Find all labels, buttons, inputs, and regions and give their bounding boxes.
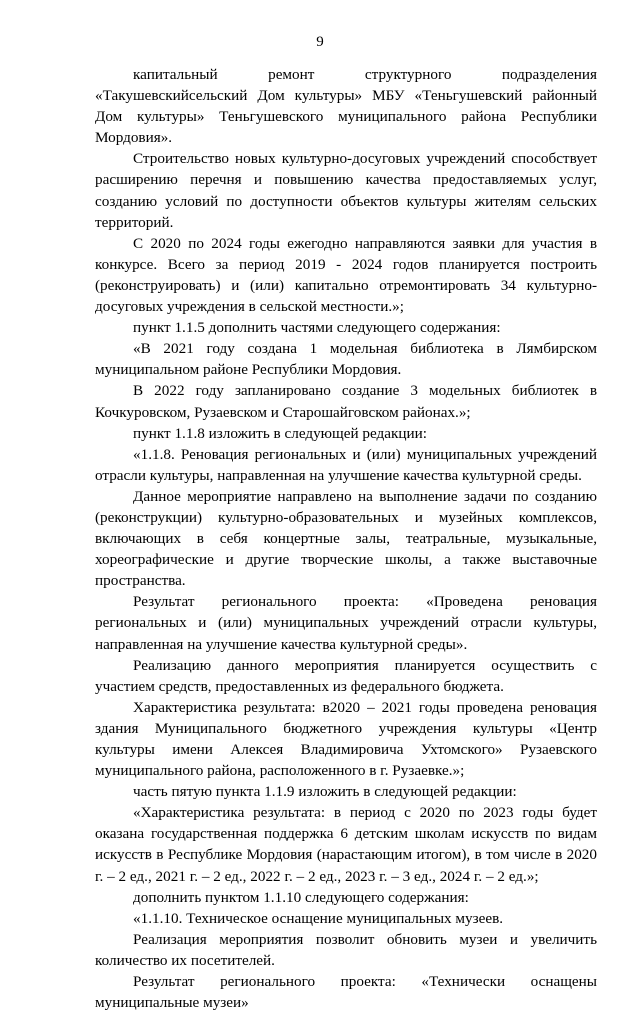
paragraph: капитальный ремонт структурного подразделения «Такушевскийсельский Дом культуры» МБУ «Теньгушевский районный Дом культуры» Теньгушевского муниципального района Республики Мордовия». [95, 66, 597, 147]
paragraph: Реализацию данного мероприятия планируется осуществить с участием средств, предоставленных из федерального бюджета. [95, 656, 597, 695]
paragraph: Характеристика результата: в2020 – 2021 годы проведена реновация здания Муниципального бюджетного учреждения культуры «Центр культуры имени Алексея Владимировича Ухтомского» Рузаевского муниципального района, расположенного в г. Рузаевке.»; [95, 698, 597, 780]
page-number: 9 [316, 34, 324, 50]
paragraph: «1.1.8. Реновация региональных и (или) муниципальных учреждений отрасли культуры, направленная на улучшение качества культурной среды. [95, 445, 597, 484]
paragraph: В 2022 году запланировано создание 3 модельных библиотек в Кочкуровском, Рузаевском и Старошайговском районах.»; [95, 382, 597, 421]
paragraph: Реализация мероприятия позволит обновить музеи и увеличить количество их посетителей. [95, 930, 597, 969]
document-body [95, 64, 597, 1013]
paragraph: часть пятую пункта 1.1.9 изложить в следующей редакции: [133, 783, 517, 801]
paragraph: Результат регионального проекта: «Технически оснащены муниципальные музеи» [95, 973, 597, 1012]
paragraph: Данное мероприятие направлено на выполнение задачи по созданию (реконструкции) культурно-образовательных и музейных комплексов, включающих в себя концертные залы, театральные, музыкальные, хореографические и другие творческие школы, а также выставочные пространства. [95, 487, 597, 590]
paragraph: Результат регионального проекта: «Проведена реновация региональных и (или) муниципальных учреждений отрасли культуры, направленная на улучшение качества культурной среды». [95, 593, 597, 653]
paragraph: пункт 1.1.8 изложить в следующей редакции: [133, 424, 427, 442]
paragraph: «1.1.10. Техническое оснащение муниципальных музеев. [133, 909, 504, 927]
paragraph: пункт 1.1.5 дополнить частями следующего содержания: [133, 319, 501, 337]
paragraph: «В 2021 году создана 1 модельная библиотека в Лямбирском муниципальном районе Республики Мордовия. [95, 340, 597, 379]
paragraph: Строительство новых культурно-досуговых учреждений способствует расширению перечня и повышению качества предоставляемых услуг, созданию условий по доступности объектов культуры жителям сельских территорий. [95, 150, 597, 231]
paragraph: «Характеристика результата: в период с 2020 по 2023 годы будет оказана государственная поддержка 6 детским школам искусств по видам искусств в Республике Мордовия (нарастающим итогом), в том числе в 2020 г. – 2 ед., 2021 г. – 2 ед., 2022 г. – 2 ед., 2023 г. – 3 ед., 2024 г. – 2 ед.»; [95, 804, 597, 885]
paragraph: С 2020 по 2024 годы ежегодно направляются заявки для участия в конкурсе. Всего за период 2019 - 2024 годов планируется построить (реконструировать) и (или) капитально отремонтировать 34 культурно-досуговых учреждения в сельской местности.»; [95, 234, 597, 316]
paragraph: дополнить пунктом 1.1.10 следующего содержания: [133, 888, 469, 906]
